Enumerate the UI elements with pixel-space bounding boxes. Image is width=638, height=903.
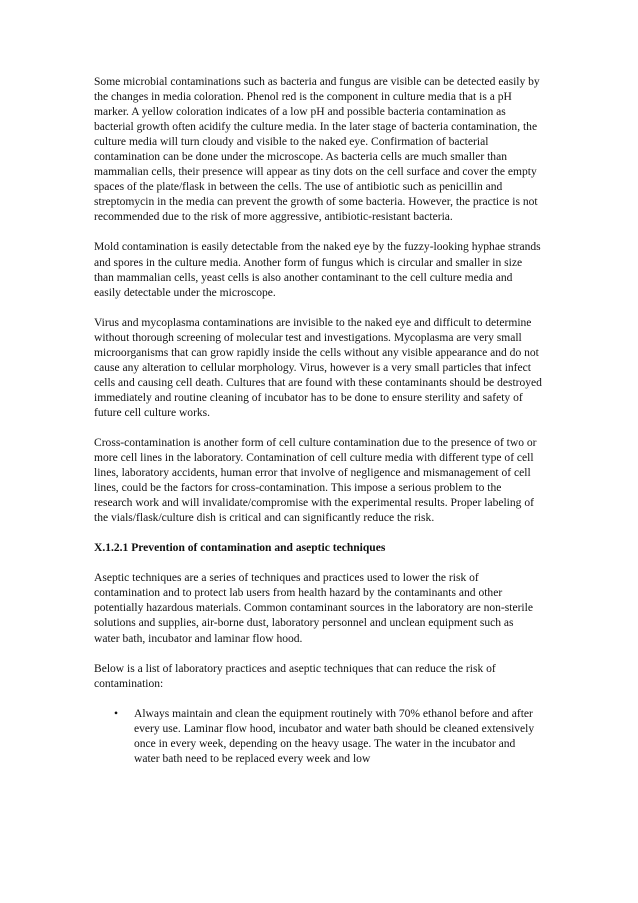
- document-page: [94, 75, 542, 767]
- practices-list: [94, 707, 542, 767]
- paragraph-cross-contamination: Cross-contamination is another form of cell culture contamination due to the presence of two or more cell lines in the laboratory. Contamination of cell culture media with different type of cell lines, laboratory accidents, human error that involve of negligence and mismanagement of cell lines, could be the factors for cross-contamination. This impose a serious problem to the research work and will invalidate/compromise with the experimental results. Proper labeling of the vials/flask/culture dish is critical and can significantly reduce the risk.: [94, 436, 537, 525]
- section-heading: X.1.2.1 Prevention of contamination and aseptic techniques: [94, 542, 386, 555]
- list-item: [94, 707, 542, 767]
- paragraph-bacteria-contamination: Some microbial contaminations such as bacteria and fungus are visible can be detected easily by the changes in media coloration. Phenol red is the component in culture media that is a pH marker. A yellow coloration indicates of a low pH and possible bacteria contamination as bacterial growth often acidify the culture media. In the later stage of bacteria contamination, the culture media will turn cloudy and visible to the naked eye. Confirmation of bacterial contamination can be done under the microscope. As bacteria cells are much smaller than mammalian cells, their presence will appear as tiny dots on the cell surface and cover the empty spaces of the plate/flask in between the cells. The use of antibiotic such as penicillin and streptomycin in the media can prevent the growth of some bacteria. However, the practice is not recommended due to the risk of more aggressive, antibiotic-resistant bacteria.: [94, 76, 540, 224]
- bullet-icon: •: [114, 707, 119, 720]
- paragraph-aseptic-techniques: Aseptic techniques are a series of techniques and practices used to lower the risk of contamination and to protect lab users from health hazard by the contaminants and other potentially hazardous materials. Common contaminant sources in the laboratory are non-sterile solutions and supplies, air-borne dust, laboratory personnel and unclean equipment such as water bath, incubator and laminar flow hood.: [94, 572, 533, 645]
- paragraph-mold-contamination: Mold contamination is easily detectable from the naked eye by the fuzzy-looking hyphae strands and spores in the culture media. Another form of fungus which is circular and smaller in size than mammalian cells, yeast cells is also another contaminant to the cell culture media and easily detectable under the microscope.: [94, 241, 541, 299]
- list-item-text: Always maintain and clean the equipment routinely with 70% ethanol before and after every use. Laminar flow hood, incubator and water bath should be cleaned extensively once in every week, depending on the heavy usage. The water in the incubator and water bath need to be replaced every week and low: [134, 707, 535, 765]
- paragraph-list-intro: Below is a list of laboratory practices and aseptic techniques that can reduce the risk of contamination:: [94, 662, 496, 690]
- paragraph-virus-mycoplasma: Virus and mycoplasma contaminations are invisible to the naked eye and difficult to determine without thorough screening of molecular test and investigations. Mycoplasma are very small microorganisms that can grow rapidly inside the cells without any visible appearance and do not cause any alteration to cellular morphology. Virus, however is a very small particles that infect cells and causing cell death. Cultures that are found with these contaminants should be destroyed immediately and routine cleaning of incubator has to be done to ensure sterility and safety of future cell culture works.: [94, 316, 542, 419]
